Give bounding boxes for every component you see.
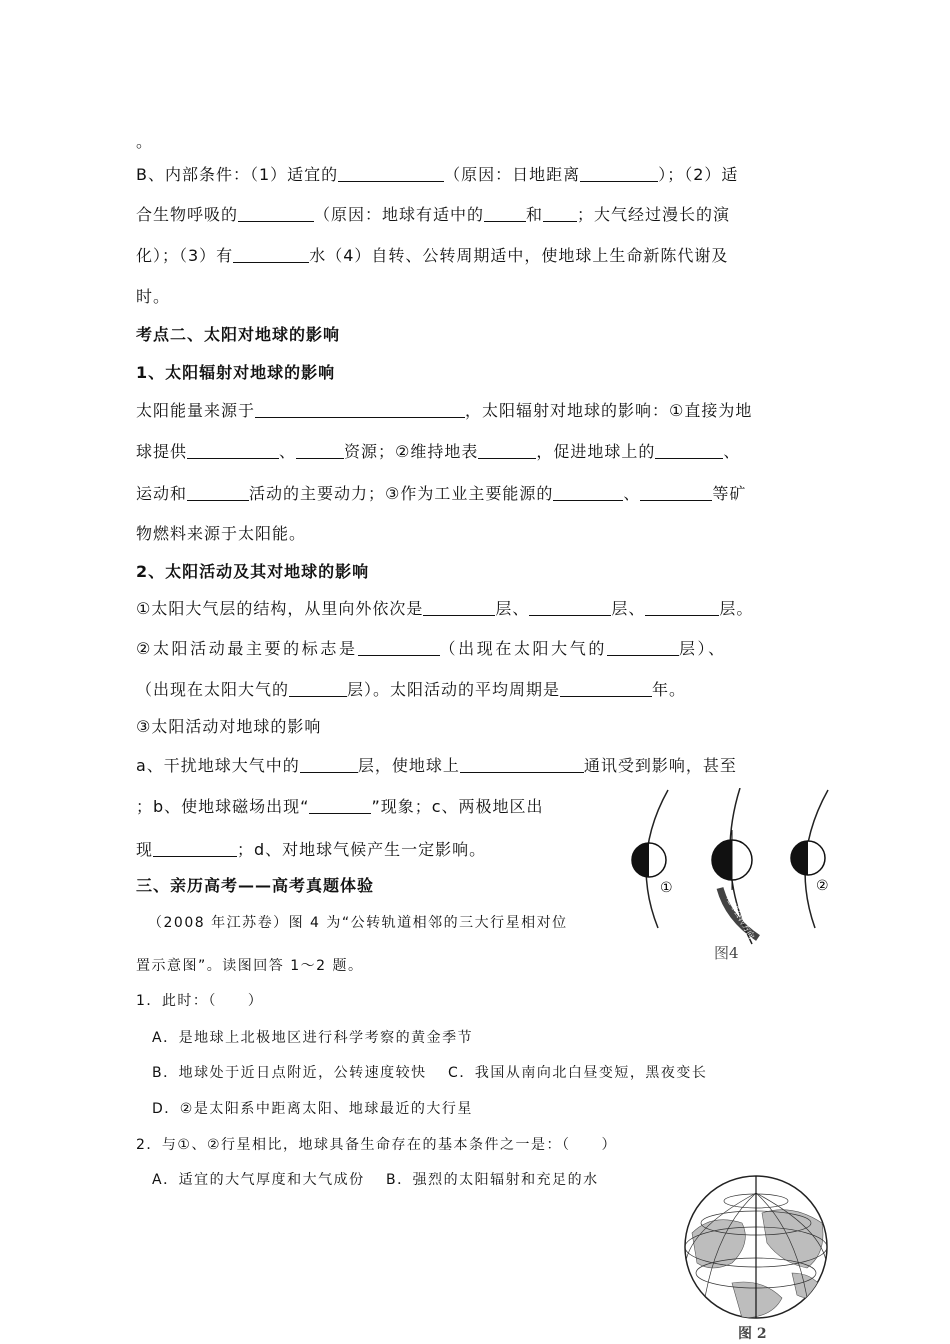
text-line: 球提供 、 资源；②维持地表 ，促进地球上的 、: [136, 442, 741, 461]
answer-blank[interactable]: [358, 639, 440, 656]
answer-blank[interactable]: [300, 756, 358, 773]
answer-blank[interactable]: [553, 484, 623, 501]
answer-blank[interactable]: [580, 165, 658, 182]
text-line: 合生物呼吸的 （原因：地球有适中的 和 ；大气经过漫长的演: [136, 205, 731, 224]
answer-blank[interactable]: [238, 205, 314, 222]
answer-blank[interactable]: [543, 205, 577, 222]
section-heading: 三、亲历高考——高考真题体验: [136, 876, 375, 895]
text-line: 物燃料来源于太阳能。: [136, 524, 307, 543]
question-1: 1．此时：（ ）: [136, 993, 264, 1009]
text-line: ；b、使地球磁场出现“ ”现象；c、两极地区出: [136, 797, 544, 816]
orbit-direction-label: 地球公转方向: [724, 894, 757, 941]
text-line: 太阳能量来源于 ，太阳辐射对地球的影响：①直接为地: [136, 401, 753, 420]
text-line: 。: [136, 132, 154, 151]
text-line: B、内部条件：（1）适宜的 （原因：日地距离 ）；（2）适: [136, 165, 739, 184]
answer-blank[interactable]: [484, 205, 526, 222]
answer-blank[interactable]: [153, 840, 237, 857]
text-line: （2008 年江苏卷）图 4 为“公转轨道相邻的三大行星相对位: [148, 915, 568, 931]
option-ab: A．适宜的大气厚度和大气成份 B．强烈的太阳辐射和充足的水: [152, 1172, 599, 1188]
planet-earth: [712, 830, 752, 890]
label-1: ①: [660, 880, 673, 896]
answer-blank[interactable]: [655, 442, 723, 459]
text-line: 时。: [136, 287, 171, 306]
planet-2: [791, 841, 825, 875]
option-bc: B．地球处于近日点附近，公转速度较快 C．我国从南向北白昼变短，黑夜变长: [152, 1065, 708, 1081]
answer-blank[interactable]: [233, 246, 309, 263]
answer-blank[interactable]: [296, 442, 344, 459]
planet-1: [632, 843, 666, 877]
answer-blank[interactable]: [460, 756, 584, 773]
answer-blank[interactable]: [423, 599, 495, 616]
text-line: ②太阳活动最主要的标志是 （出现在太阳大气的 层）、: [136, 639, 727, 658]
answer-blank[interactable]: [478, 442, 536, 459]
text-line: ①太阳大气层的结构，从里向外依次是 层、 层、 层。: [136, 599, 754, 618]
section-heading: 2、太阳活动及其对地球的影响: [136, 562, 370, 581]
answer-blank[interactable]: [645, 599, 719, 616]
section-heading: 1、太阳辐射对地球的影响: [136, 363, 336, 382]
section-heading: 考点二、太阳对地球的影响: [136, 325, 341, 344]
question-2: 2．与①、②行星相比，地球具备生命存在的基本条件之一是：（ ）: [136, 1137, 618, 1153]
planets-orbit-diagram: [620, 788, 842, 968]
answer-blank[interactable]: [560, 680, 652, 697]
text-line: 现 ；d、对地球气候产生一定影响。: [136, 840, 487, 859]
answer-blank[interactable]: [309, 797, 371, 814]
text-line: 运动和 活动的主要动力；③作为工业主要能源的 、 等矿: [136, 484, 747, 503]
text-line: a、干扰地球大气中的 层，使地球上 通讯受到影响，甚至: [136, 756, 737, 775]
option-d: D．②是太阳系中距离太阳、地球最近的大行星: [152, 1101, 473, 1117]
figure-2-caption: 图 2: [738, 1326, 767, 1342]
answer-blank[interactable]: [640, 484, 712, 501]
answer-blank[interactable]: [607, 639, 679, 656]
answer-blank[interactable]: [289, 680, 347, 697]
answer-blank[interactable]: [338, 165, 444, 182]
option-a: A．是地球上北极地区进行科学考察的黄金季节: [152, 1030, 474, 1046]
answer-blank[interactable]: [255, 401, 465, 418]
answer-blank[interactable]: [187, 484, 249, 501]
answer-blank[interactable]: [187, 442, 279, 459]
answer-blank[interactable]: [529, 599, 611, 616]
globe-icon: [672, 1173, 840, 1321]
figure-4-caption: 图4: [714, 944, 739, 962]
text-line: 化）；（3）有 水（4）自转、公转周期适中，使地球上生命新陈代谢及: [136, 246, 729, 265]
label-2: ②: [816, 878, 829, 894]
text-line: 置示意图”。读图回答 1～2 题。: [136, 958, 364, 974]
text-line: （出现在太阳大气的 层）。太阳活动的平均周期是 年。: [136, 680, 687, 699]
figure-2: [672, 1173, 840, 1343]
figure-4: [620, 788, 842, 968]
text-line: ③太阳活动对地球的影响: [136, 717, 322, 736]
